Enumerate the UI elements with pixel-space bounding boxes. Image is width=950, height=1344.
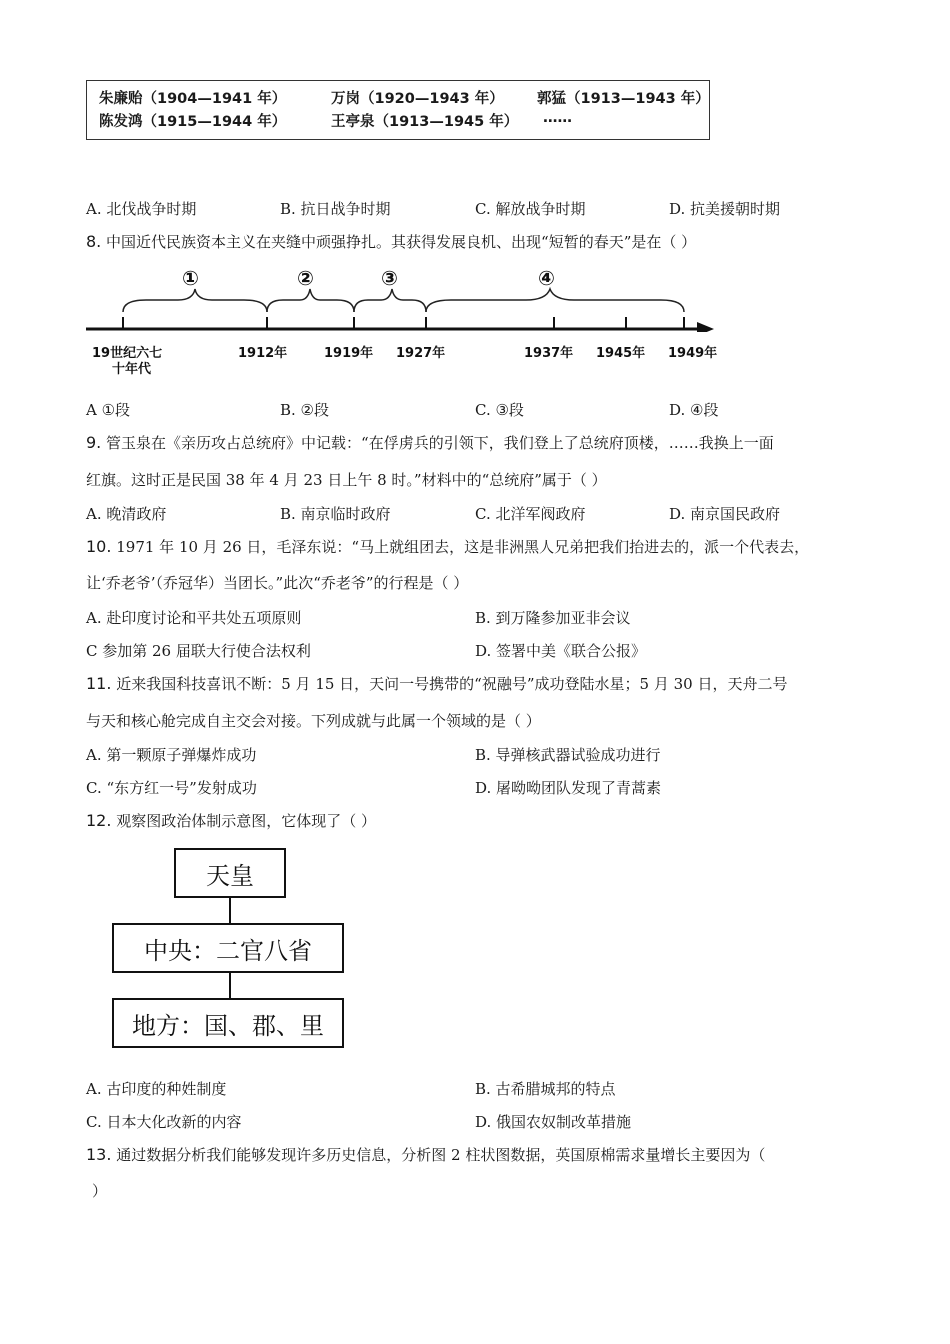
q9-option-c[interactable]: C. 北洋军阀政府 (475, 505, 586, 523)
name-entry: 郭猛（1913—1943 年） (537, 91, 710, 107)
tick-label: 19世纪六七 (92, 346, 163, 361)
q9-option-b[interactable]: B. 南京临时政府 (280, 505, 391, 523)
q9-option-a[interactable]: A. 晚清政府 (86, 505, 167, 523)
q8-option-c[interactable]: C. ③段 (475, 401, 524, 419)
question-11-line2: 与天和核心舱完成自主交会对接。下列成就与此属一个领域的是（ ） (86, 712, 541, 730)
local-govt-box (112, 998, 344, 1048)
name-entry: 朱廉贻（1904—1941 年） (99, 91, 287, 107)
q11-option-c[interactable]: C. “东方红一号”发射成功 (86, 779, 257, 797)
question-11 (86, 674, 787, 694)
question-13-line2: ） (92, 1182, 108, 1200)
question-text: 中国近代民族资本主义在夹缝中顽强挣扎。其获得发展良机、出现“短暂的春天”是在（ ） (106, 233, 697, 251)
segment-label-3: ③ (381, 266, 398, 290)
q10-option-d[interactable]: D. 签署中美《联合公报》 (475, 642, 647, 660)
connector-line (229, 898, 231, 923)
question-9-line2: 红旗。这时正是民国 38 年 4 月 23 日上午 8 时。”材料中的“总统府”属于（ ） (86, 471, 607, 489)
q10-option-c[interactable]: C 参加第 26 届联大行使合法权利 (86, 642, 311, 660)
timeline-figure (86, 262, 726, 382)
q7-option-c[interactable]: C. 解放战争时期 (475, 200, 586, 218)
segment-label-1: ① (182, 266, 199, 290)
name-entry: 陈发鸿（1915—1944 年） (99, 114, 287, 130)
q12-option-d[interactable]: D. 俄国农奴制改革措施 (475, 1113, 632, 1131)
name-entry: 王亭泉（1913—1945 年） (331, 114, 519, 130)
political-system-diagram (110, 848, 350, 1053)
tick-label: 十年代 (112, 362, 152, 377)
question-number: 10. (86, 537, 112, 556)
q11-option-d[interactable]: D. 屠呦呦团队发现了青蒿素 (475, 779, 662, 797)
name-entry: …… (543, 110, 572, 126)
q11-option-b[interactable]: B. 导弹核武器试验成功进行 (475, 746, 661, 764)
local-govt-label: 地方：国、郡、里 (132, 1011, 324, 1040)
tick-label: 1919年 (324, 346, 374, 361)
emperor-label: 天皇 (206, 861, 254, 890)
q12-option-b[interactable]: B. 古希腊城邦的特点 (475, 1080, 616, 1098)
question-number: 11. (86, 674, 112, 693)
question-8 (86, 232, 696, 252)
names-box (86, 80, 710, 140)
tick-label: 1949年 (668, 346, 718, 361)
question-text: 管玉泉在《亲历攻占总统府》中记载：“在俘虏兵的引领下，我们登上了总统府顶楼，……我换上一面 (106, 434, 774, 452)
q12-option-a[interactable]: A. 古印度的种姓制度 (86, 1080, 227, 1098)
question-12 (86, 811, 376, 831)
question-9 (86, 433, 774, 453)
q7-option-a[interactable]: A. 北伐战争时期 (86, 200, 197, 218)
question-number: 12. (86, 811, 112, 830)
q7-option-d[interactable]: D. 抗美援朝时期 (669, 200, 781, 218)
tick-label: 1945年 (596, 346, 646, 361)
q8-option-b[interactable]: B. ②段 (280, 401, 330, 419)
question-10-line2: 让‘乔老爷’（乔冠华）当团长。”此次“乔老爷”的行程是（ ） (86, 574, 469, 592)
question-text: 观察图政治体制示意图，它体现了（ ） (116, 812, 377, 830)
question-number: 8. (86, 232, 102, 251)
connector-line (229, 973, 231, 998)
question-text: 1971 年 10 月 26 日，毛泽东说：“马上就组团去，这是非洲黑人兄弟把我们抬进去的，派一个代表去， (116, 538, 810, 556)
q7-option-b[interactable]: B. 抗日战争时期 (280, 200, 391, 218)
q11-option-a[interactable]: A. 第一颗原子弹爆炸成功 (86, 746, 257, 764)
question-text: 通过数据分析我们能够发现许多历史信息，分析图 2 柱状图数据，英国原棉需求量增长主要因为（ (116, 1146, 766, 1164)
question-number: 9. (86, 433, 102, 452)
question-text: 近来我国科技喜讯不断：5 月 15 日，天问一号携带的“祝融号”成功登陆水星；5 月 30 日，天舟二号 (116, 675, 788, 693)
central-govt-box (112, 923, 344, 973)
q8-option-a[interactable]: A ①段 (86, 401, 131, 419)
name-entry: 万岗（1920—1943 年） (331, 91, 504, 107)
question-13 (86, 1145, 765, 1165)
tick-label: 1912年 (238, 346, 288, 361)
tick-label: 1937年 (524, 346, 574, 361)
segment-label-4: ④ (538, 266, 555, 290)
question-10 (86, 537, 809, 557)
q10-option-a[interactable]: A. 赴印度讨论和平共处五项原则 (86, 609, 302, 627)
central-govt-label: 中央：二官八省 (144, 936, 312, 965)
q8-option-d[interactable]: D. ④段 (669, 401, 719, 419)
question-number: 13. (86, 1145, 112, 1164)
q9-option-d[interactable]: D. 南京国民政府 (669, 505, 781, 523)
q12-option-c[interactable]: C. 日本大化改新的内容 (86, 1113, 242, 1131)
segment-label-2: ② (297, 266, 314, 290)
tick-label: 1927年 (396, 346, 446, 361)
emperor-box (174, 848, 286, 898)
q10-option-b[interactable]: B. 到万隆参加亚非会议 (475, 609, 631, 627)
